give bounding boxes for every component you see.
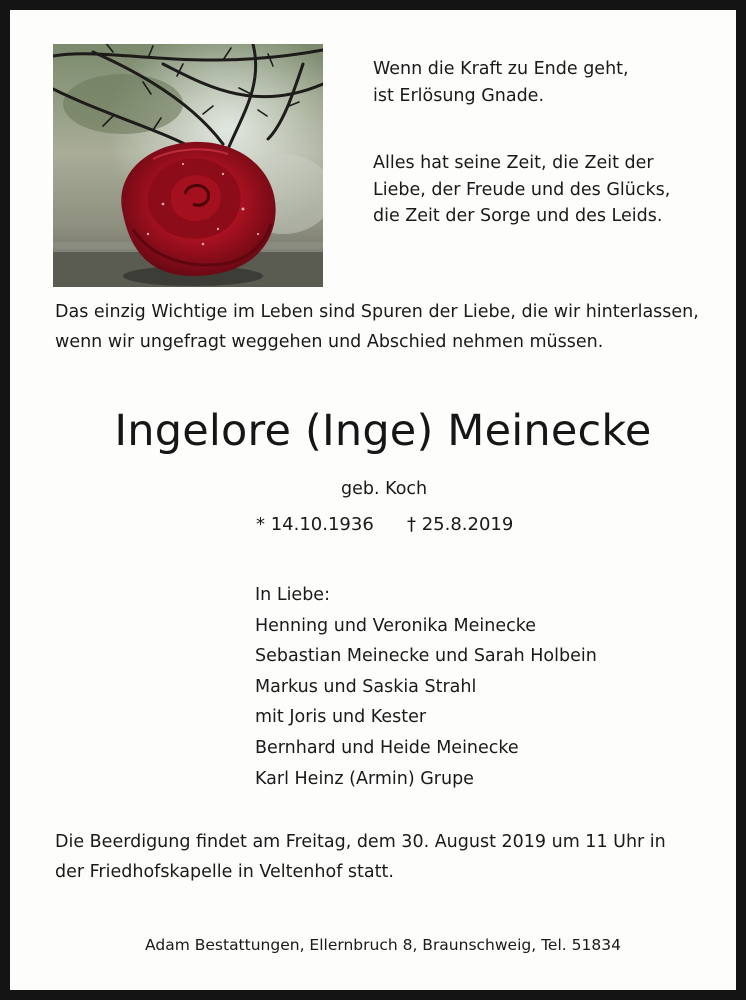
death-date: † 25.8.2019 bbox=[407, 514, 514, 535]
lead-line: Das einzig Wichtige im Leben sind Spuren der Liebe, die wir hinterlassen, bbox=[55, 302, 699, 322]
second-quote bbox=[373, 150, 670, 230]
quote-line: die Zeit der Sorge und des Leids. bbox=[373, 206, 663, 226]
rose-photo bbox=[53, 44, 323, 287]
mourners-list bbox=[255, 580, 597, 794]
maiden-name: geb. Koch bbox=[341, 479, 428, 499]
funeral-home-footer: Adam Bestattungen, Ellernbruch 8, Braunschweig, Tel. 51834 bbox=[145, 936, 621, 954]
lead-text bbox=[55, 297, 699, 357]
mourners-intro: In Liebe: bbox=[255, 585, 330, 605]
quote-line: Liebe, der Freude und des Glücks, bbox=[373, 179, 671, 200]
quote-line: Alles hat seine Zeit, die Zeit der bbox=[373, 153, 654, 173]
deceased-name: Ingelore (Inge) Meinecke bbox=[114, 406, 652, 456]
funeral-line: Die Beerdigung findet am Freitag, dem 30. August 2019 um 11 Uhr in bbox=[55, 832, 666, 852]
mourner-entry: Karl Heinz (Armin) Grupe bbox=[255, 768, 474, 789]
birth-date: * 14.10.1936 bbox=[256, 514, 374, 535]
mourner-entry: mit Joris und Kester bbox=[255, 707, 427, 728]
mourner-entry: Sebastian Meinecke und Sarah Holbein bbox=[255, 646, 597, 667]
quote-line: Wenn die Kraft zu Ende geht, bbox=[373, 59, 629, 79]
lead-line: wenn wir ungefragt weggehen und Abschied nehmen müssen. bbox=[55, 332, 604, 352]
mourner-entry: Markus und Saskia Strahl bbox=[255, 676, 477, 697]
funeral-line: der Friedhofskapelle in Veltenhof statt. bbox=[55, 862, 394, 882]
opening-quote bbox=[373, 56, 629, 109]
quote-line: ist Erlösung Gnade. bbox=[373, 85, 545, 106]
mourner-entry: Henning und Veronika Meinecke bbox=[255, 615, 537, 636]
mourner-entry: Bernhard und Heide Meinecke bbox=[255, 737, 519, 758]
funeral-info bbox=[55, 827, 666, 887]
